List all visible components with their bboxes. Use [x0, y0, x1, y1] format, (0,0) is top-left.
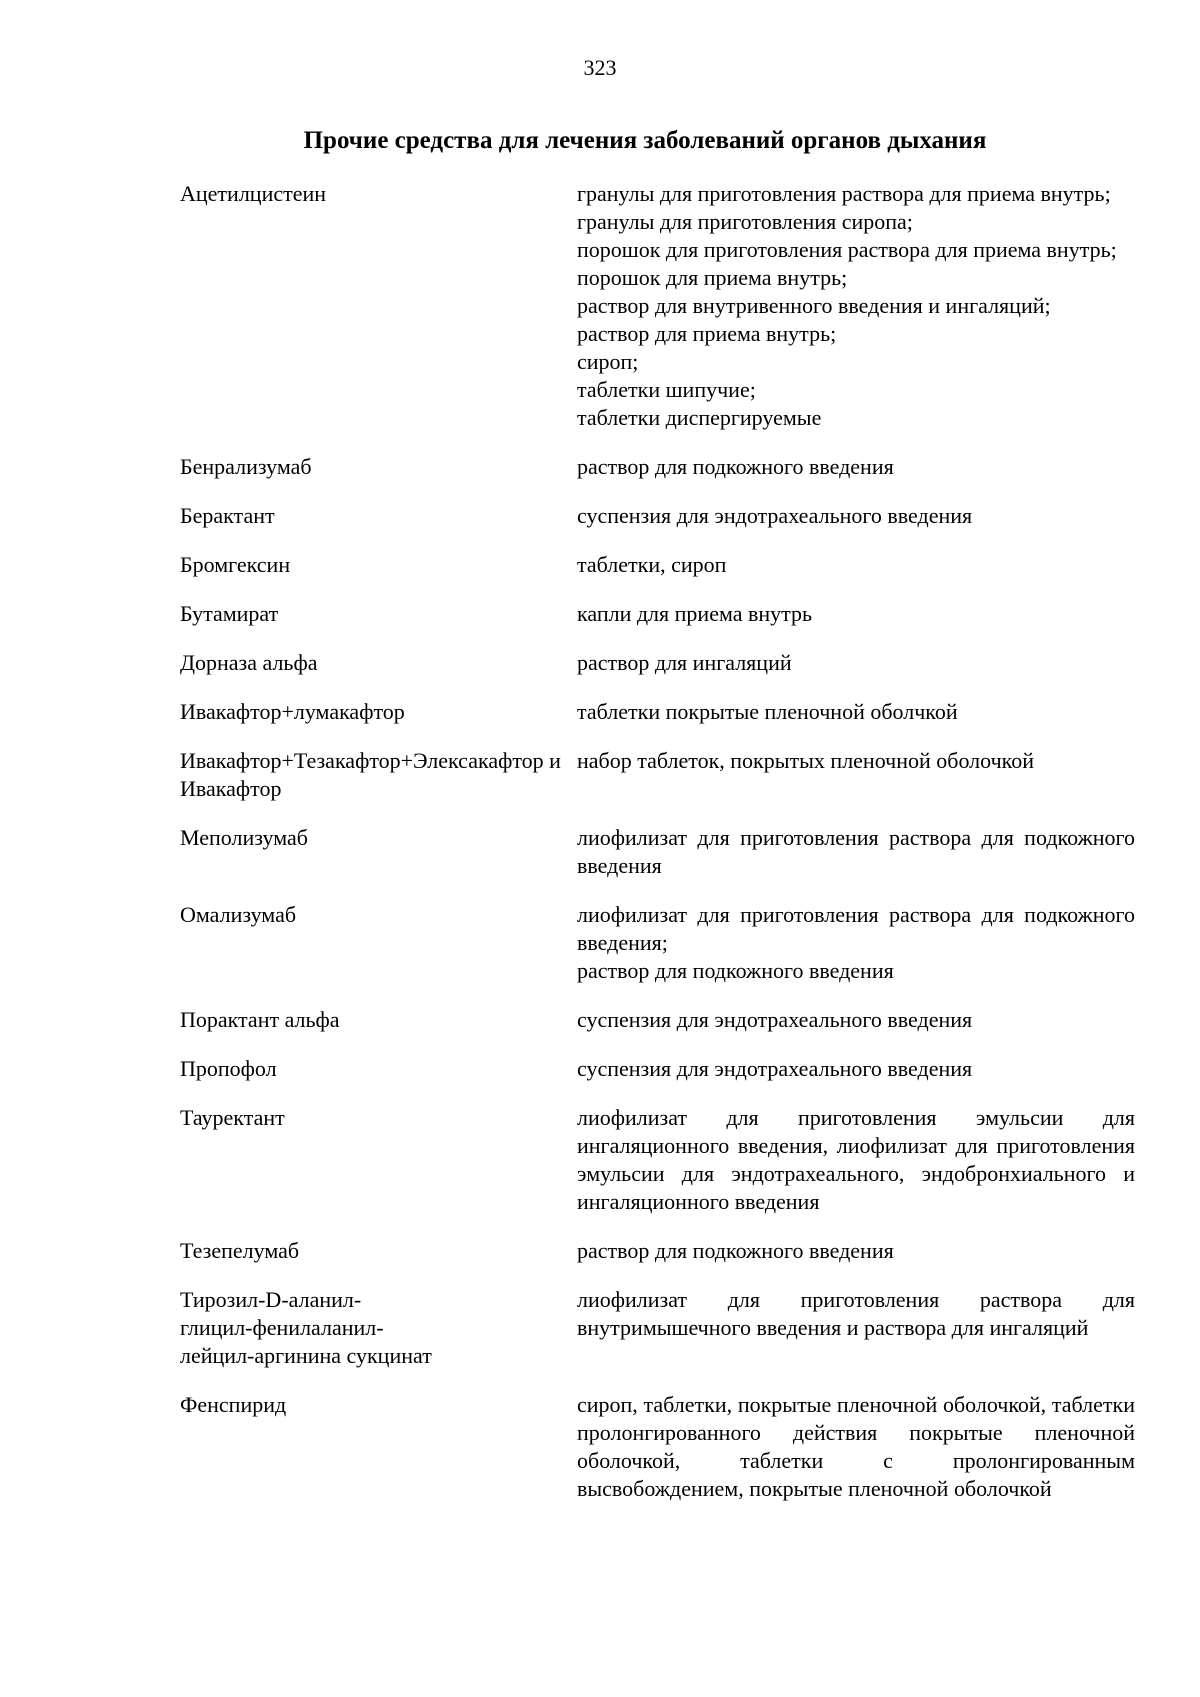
dosage-forms: лиофилизат для приготовления раствора для подкожного введения [577, 825, 1135, 878]
drug-name: Омализумаб [180, 902, 297, 927]
dosage-forms: набор таблеток, покрытых пленочной оболочкой [577, 748, 1034, 773]
dosage-forms: суспензия для эндотрахеального введения [577, 1056, 973, 1081]
drug-name: Фенспирид [180, 1392, 287, 1417]
dosage-forms: раствор для подкожного введения [577, 1238, 894, 1263]
dosage-forms: лиофилизат для приготовления раствора для внутримышечного введения и раствора для ингаляций [577, 1287, 1135, 1340]
table-row [180, 1286, 1135, 1370]
table-row [180, 453, 1135, 481]
table-row [180, 698, 1135, 726]
table-row [180, 600, 1135, 628]
table-row [180, 1006, 1135, 1034]
page-number: 323 [583, 55, 617, 80]
table-row [180, 649, 1135, 677]
table-row [180, 1104, 1135, 1216]
drug-name: Бромгексин [180, 552, 291, 577]
table-row [180, 824, 1135, 880]
drug-name: Бенрализумаб [180, 454, 312, 479]
table-row [180, 901, 1135, 985]
drug-name: Ивакафтор+лумакафтор [180, 699, 405, 724]
dosage-forms: сироп, таблетки, покрытые пленочной оболочкой, таблетки пролонгированного действия покрытые пленочной оболочкой, таблетки с пролонгированным высвобождением, покрытые пленочной оболочкой [577, 1392, 1135, 1501]
drug-name: Тауректант [180, 1105, 285, 1130]
drug-name: Тирозил-D-аланил- глицил-фенилаланил- лейцил-аргинина сукцинат [180, 1287, 432, 1368]
dosage-forms: суспензия для эндотрахеального введения [577, 503, 973, 528]
dosage-forms: таблетки, сироп [577, 552, 727, 577]
drug-name: Ацетилцистеин [180, 181, 327, 206]
drug-name: Берактант [180, 503, 275, 528]
table-row [180, 1055, 1135, 1083]
drug-name: Меполизумаб [180, 825, 308, 850]
drug-name: Порактант альфа [180, 1007, 340, 1032]
table-row [180, 180, 1135, 432]
dosage-forms: лиофилизат для приготовления эмульсии для ингаляционного введения, лиофилизат для приготовления эмульсии для эндотрахеального, эндобронхиального и ингаляционного введения [577, 1105, 1135, 1214]
table-row [180, 1391, 1135, 1503]
dosage-forms: капли для приема внутрь [577, 601, 813, 626]
dosage-forms: лиофилизат для приготовления раствора для подкожного введения; раствор для подкожного введения [577, 902, 1135, 983]
table-row [180, 551, 1135, 579]
table-row [180, 1237, 1135, 1265]
drug-list [180, 180, 1135, 1524]
table-row [180, 502, 1135, 530]
drug-name: Пропофол [180, 1056, 277, 1081]
table-row [180, 747, 1135, 803]
drug-name: Дорназа альфа [180, 650, 318, 675]
dosage-forms: раствор для подкожного введения [577, 454, 894, 479]
drug-name: Тезепелумаб [180, 1238, 300, 1263]
dosage-forms: гранулы для приготовления раствора для приема внутрь; гранулы для приготовления сиропа; порошок для приготовления раствора для приема внутрь; порошок для приема внутрь; раствор для внутривенного введения и ингаляций; раствор для приема внутрь; сироп; таблетки шипучие; таблетки диспергируемые [577, 181, 1117, 430]
drug-name: Ивакафтор+Тезакафтор+Элексакафтор и Ивакафтор [180, 748, 561, 801]
dosage-forms: суспензия для эндотрахеального введения [577, 1007, 973, 1032]
dosage-forms: таблетки покрытые пленочной оболчкой [577, 699, 958, 724]
dosage-forms: раствор для ингаляций [577, 650, 792, 675]
section-title: Прочие средства для лечения заболеваний органов дыхания [303, 127, 987, 154]
drug-name: Бутамират [180, 601, 279, 626]
